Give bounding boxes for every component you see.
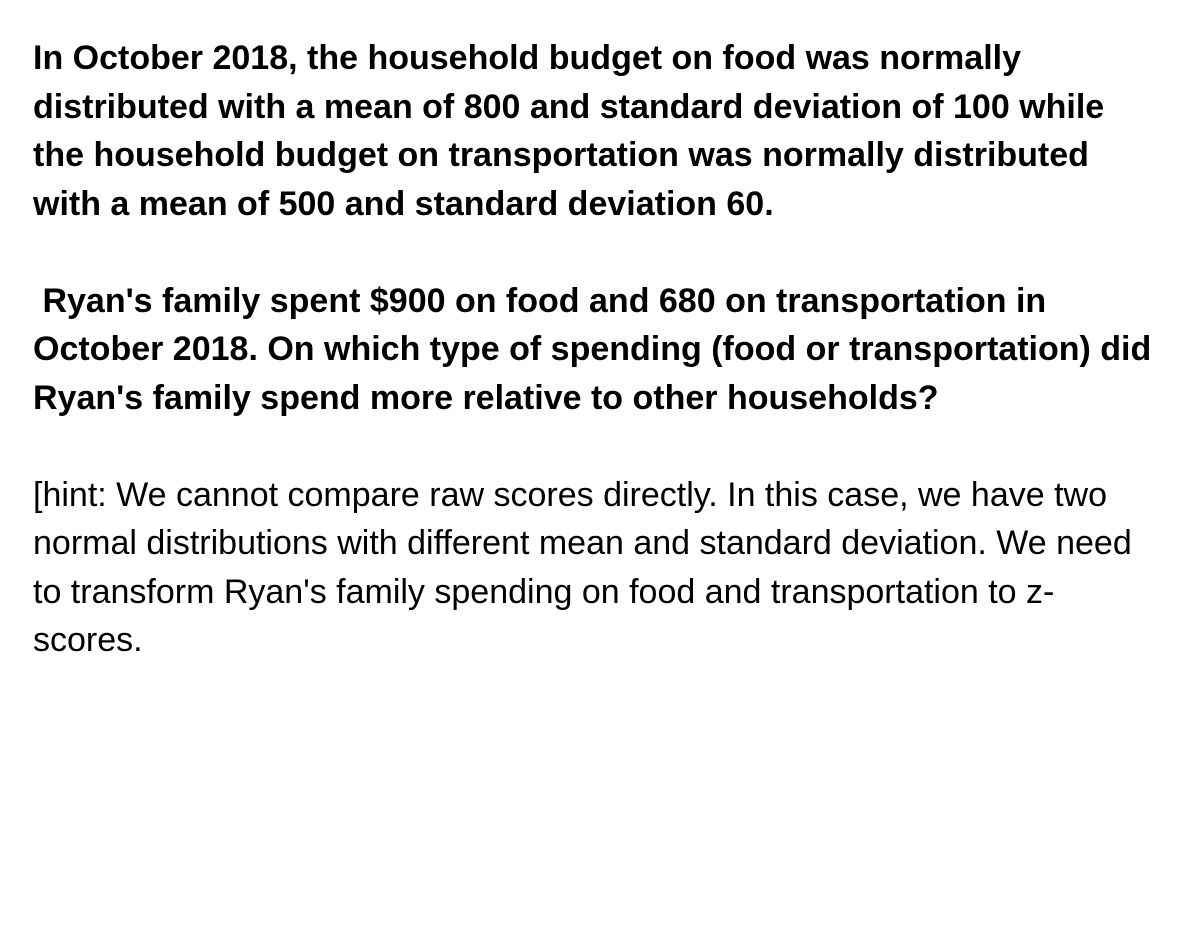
question-paragraph: Ryan's family spent $900 on food and 680 on transportation in October 2018. On which type of spending (food or transportation) did Ryan's family spend more relative to other households? [33, 281, 1161, 417]
paragraph-spacer [33, 228, 1153, 277]
problem-statement-paragraph: In October 2018, the household budget on food was normally distributed with a mean of 800 and standard deviation of 100 while the household budget on transportation was normally distributed with a mean of 500 and standard deviation 60. [33, 39, 1114, 223]
hint-paragraph: [hint: We cannot compare raw scores directly. In this case, we have two normal distributions with different mean and standard deviation. We need to transform Ryan's family spending on food and transportation to z-scores. [33, 475, 1142, 659]
paragraph-spacer [33, 422, 1153, 471]
document-body [33, 34, 1161, 665]
